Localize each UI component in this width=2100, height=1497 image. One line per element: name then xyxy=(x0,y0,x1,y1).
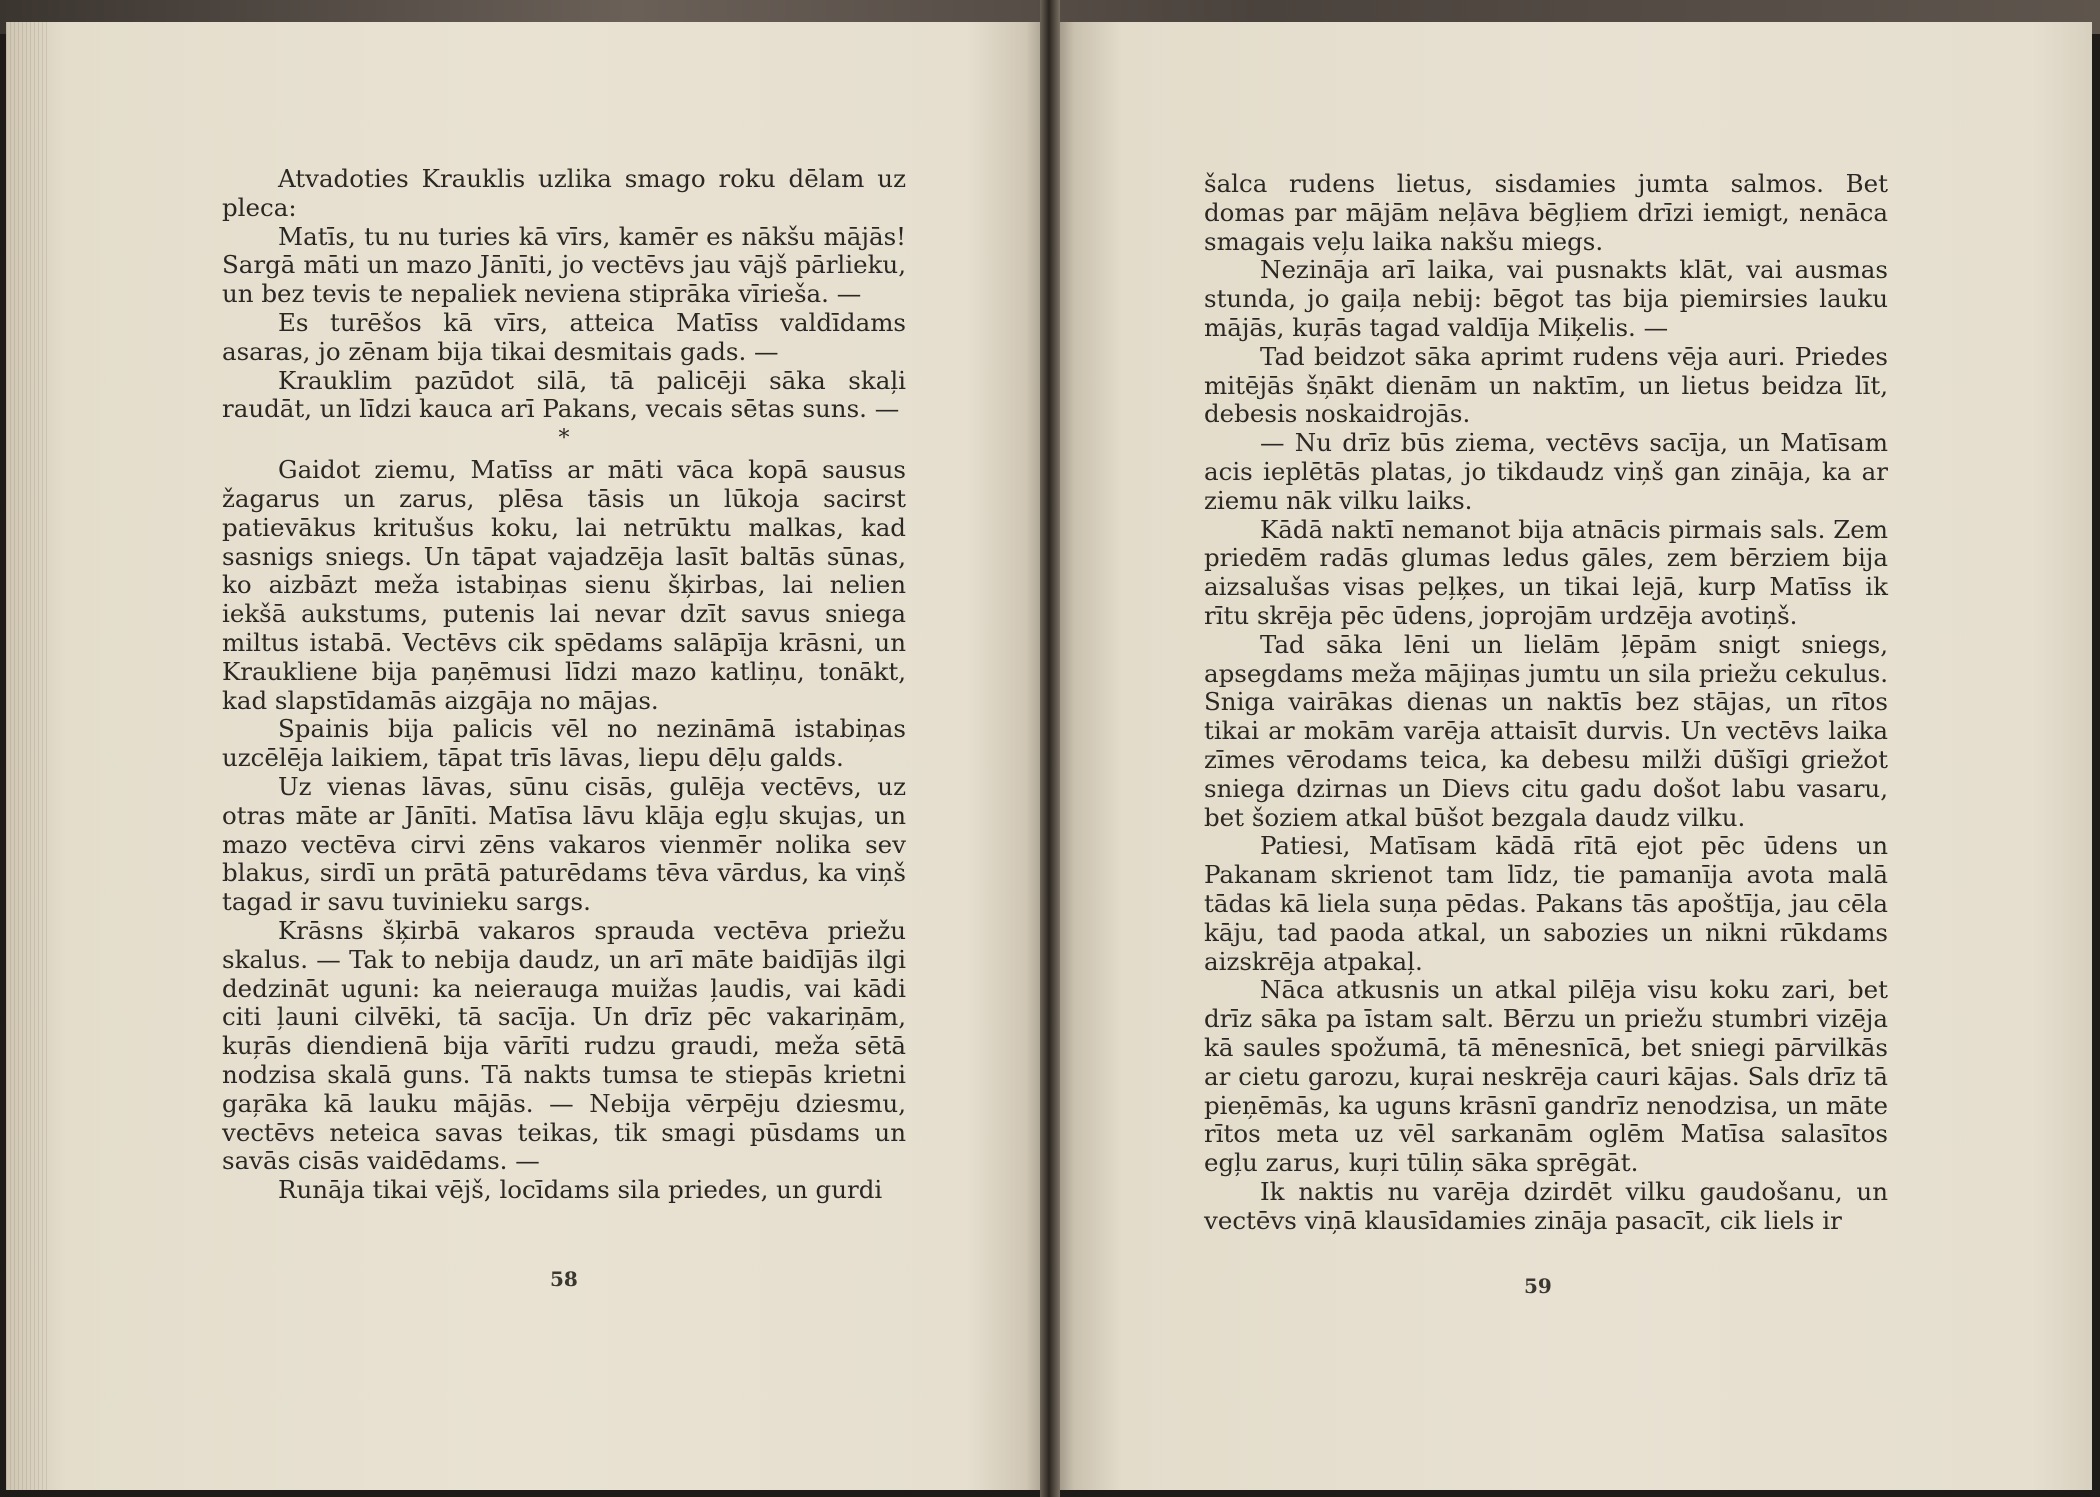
left-page xyxy=(6,22,1050,1490)
paragraph: Spainis bija palicis vēl no nezināmā istabiņas uzcēlēja laikiem, tāpat trīs lāvas, liepu dēļu galds. xyxy=(222,714,906,773)
book-gutter xyxy=(1040,0,1060,1497)
paragraph: Gaidot ziemu, Matīss ar māti vāca kopā sausus žagarus un zarus, plēsa tāsis un lūkoja sacirst patievākus kritušus koku, lai netrūktu malkas, kad sasnigs sniegs. Un tāpat vajadzēja lasīt baltās sūnas, ko aizbāzt meža istabiņas sienu šķirbas, lai nelien iekšā aukstums, putenis lai nevar dzīt savus sniega miltus istabā. Vectēvs cik spēdams salāpīja krāsni, un Kraukliene bija paņēmusi līdzi mazo katliņu, tonākt, kad slapstīdamās aizgāja no mājas. xyxy=(222,455,906,715)
paragraph: Uz vienas lāvas, sūnu cisās, gulēja vectēvs, uz otras māte ar Jānīti. Matīsa lāvu klāja egļu skujas, un mazo vectēva cirvi zēns vakaros vienmēr nolika sev blakus, sirdī un prātā paturēdams tēva vārdus, ka viņš tagad ir savu tuvinieku sargs. xyxy=(222,771,906,917)
paragraph: Kādā naktī nemanot bija atnācis pirmais sals. Zem priedēm radās glumas ledus gāles, zem bērziem bija aizsalušas visas peļķes, un tikai lejā, kurp Matīss ik rītu skrēja pēc ūdens, joprojām urdzēja avotiņš. xyxy=(1204,514,1888,630)
paragraph: — Nu drīz būs ziema, vectēvs sacīja, un Matīsam acis ieplētās platas, jo tikdaudz viņš gan zināja, ka ar ziemu nāk vilku laiks. xyxy=(1204,428,1888,515)
paragraph: Matīs, tu nu turies kā vīrs, kamēr es nākšu mājās! Sargā māti un mazo Jānīti, jo vectēvs jau vājš pārlieku, un bez tevis te nepaliek neviena stiprāka vīrieša. — xyxy=(222,221,906,309)
paragraph: Krauklim pazūdot silā, tā palicēji sāka skaļi raudāt, un līdzi kauca arī Pakans, vecais sētas suns. — xyxy=(222,365,906,424)
right-page-text xyxy=(1204,170,1888,1235)
paragraph: Tad beidzot sāka aprimt rudens vēja auri. Priedes mitējās šņākt dienām un naktīm, un lietus beidza līt, debesis noskaidrojās. xyxy=(1204,341,1888,429)
paragraph: Es turēšos kā vīrs, atteica Matīss valdīdams asaras, jo zēnam bija tikai desmitais gads. — xyxy=(222,307,906,366)
page-number: 59 xyxy=(1524,1274,1552,1298)
page-number: 58 xyxy=(550,1267,578,1291)
paragraph: Nāca atkusnis un atkal pilēja visu koku zari, bet drīz sāka pa īstam salt. Bērzu un priežu stumbri vizēja kā saules spožumā, tā mēnesnīcā, bet sniegi pārvilkās ar cietu garozu, kuŗai neskrēja cauri kājas. Sals drīz tā pieņēmās, ka uguns krāsnī gandrīz nenodzisa, un māte rītos meta uz vēl sarkanām oglēm Matīsa salasītos egļu zarus, kuŗi tūliņ sāka sprēgāt. xyxy=(1204,975,1888,1178)
paragraph: Nezināja arī laika, vai pusnakts klāt, vai ausmas stunda, jo gaiļa nebij: bēgot tas bija piemirsies lauku mājās, kuŗās tagad valdīja Miķelis. — xyxy=(1204,255,1888,342)
paragraph: Ik naktis nu varēja dzirdēt vilku gaudošanu, un vectēvs viņā klausīdamies zināja pasacīt, cik liels ir xyxy=(1204,1176,1888,1235)
paragraph: Runāja tikai vējš, locīdams sila priedes, un gurdi xyxy=(278,1175,883,1205)
left-page-text xyxy=(222,165,906,1205)
section-break: * xyxy=(558,426,570,452)
paragraph: Krāsns šķirbā vakaros sprauda vectēva priežu skalus. — Tak to nebija daudz, un arī māte baidījās ilgi dedzināt uguni: ka neierauga muižas ļaudis, vai kādi citi ļauni cilvēki, tā sacīja. Un drīz pēc vakariņām, kuŗās diendienā bija vārīti rudzu graudi, meža sētā nodzisa skalā guns. Tā nakts tumsa te stiepās krietni gaŗāka kā lauku mājās. — Nebija vērpēju dziesmu, vectēvs neteica savas teikas, tik smagi pūsdams un savās cisās vaidēdams. — xyxy=(222,915,906,1176)
right-page xyxy=(1052,22,2092,1490)
page-edge-lines xyxy=(6,22,50,1490)
paragraph: Patiesi, Matīsam kādā rītā ejot pēc ūdens un Pakanam skrienot tam līdz, tie pamanīja avota malā tādas kā liela suņa pēdas. Pakans tās apoštīja, jau cēla kāju, tad paoda atkal, un sabozies un nikni rūkdams aizskrēja atpakaļ. xyxy=(1204,831,1888,976)
paragraph: Tad sāka lēni un lielām ļēpām snigt sniegs, apsegdams meža mājiņas jumtu un sila priežu cekulus. Sniga vairākas dienas un naktīs bez stājas, un rītos tikai ar mokām varēja attaisīt durvis. Un vectēvs laika zīmes vērodams teica, ka debesu milži dūšīgi griežot sniega dzirnas un Dievs citu gadu došot labu vasaru, bet šoziem atkal būšot bezgala daudz vilku. xyxy=(1204,629,1888,832)
paragraph: šalca rudens lietus, sisdamies jumta salmos. Bet domas par mājām neļāva bēgļiem drīzi iemigt, nenāca smagais veļu laika nakšu miegs. xyxy=(1204,169,1888,256)
paragraph: Atvadoties Krauklis uzlika smago roku dēlam uz pleca: xyxy=(222,164,906,222)
